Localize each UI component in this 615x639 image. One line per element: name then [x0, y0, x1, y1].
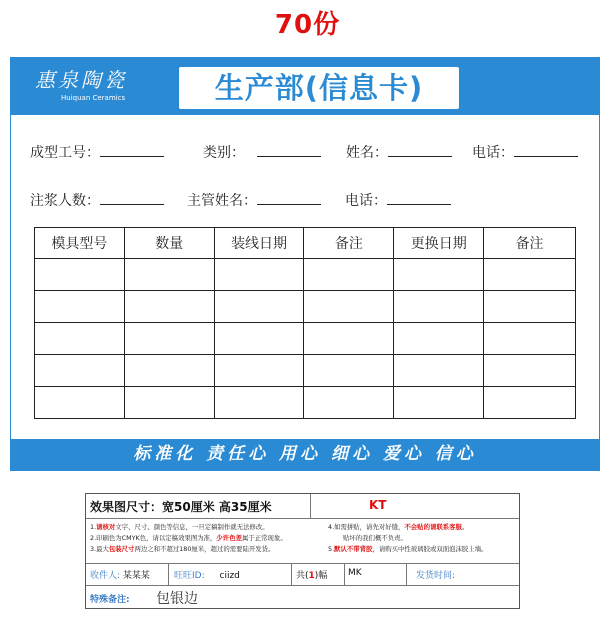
receiver — [90, 568, 150, 581]
table-cell — [484, 355, 576, 387]
wangwang-value: ciizd — [219, 571, 240, 581]
table-cell — [304, 291, 394, 323]
field-label: 类别： — [203, 145, 245, 161]
note-text: 2.印刷色为CMYK色，请以定稿效果图为准， — [90, 534, 217, 542]
mold-table — [34, 227, 576, 419]
table-cell — [35, 355, 125, 387]
note-3 — [90, 544, 274, 555]
table-header: 装线日期 — [214, 228, 304, 259]
table-cell — [304, 259, 394, 291]
info-card — [10, 57, 600, 471]
field-phone — [472, 142, 578, 162]
field-label: 电话： — [345, 193, 387, 209]
table-cell — [484, 323, 576, 355]
table-cell — [35, 387, 125, 419]
note-2 — [90, 533, 287, 544]
field-name — [346, 142, 452, 162]
field-molding-number — [30, 142, 164, 162]
note-text: 两边之和不超过180厘米，超过的需要陆开发货。 — [134, 545, 275, 553]
note-4-cont — [343, 533, 407, 544]
pieces — [296, 568, 327, 581]
receiver-value: 某某某 — [122, 571, 150, 581]
table-header: 备注 — [484, 228, 576, 259]
blank-line — [100, 191, 164, 205]
note-highlight: 请核对 — [96, 523, 116, 531]
pieces-value: 1 — [308, 571, 315, 581]
remark-value: 包银边 — [156, 591, 198, 607]
wangwang-id — [174, 568, 240, 581]
table-header: 更换日期 — [394, 228, 484, 259]
divider — [168, 564, 169, 585]
table-cell — [214, 259, 304, 291]
table-header: 备注 — [304, 228, 394, 259]
table-cell — [124, 387, 214, 419]
pieces-prefix: 共( — [296, 571, 309, 581]
mk-label: MK — [348, 568, 362, 578]
field-grouting-count — [30, 190, 164, 210]
note-text: 。 — [461, 523, 469, 531]
note-highlight: 不会贴的请联系客服 — [404, 523, 462, 531]
spec-remark-row — [86, 586, 519, 608]
blank-line — [388, 143, 452, 157]
table-cell — [35, 259, 125, 291]
table-row — [35, 259, 576, 291]
logo-subtitle: Huiquan Ceramics — [61, 94, 126, 102]
slogan-bar: 标准化 责任心 用心 细心 爱心 信心 — [11, 439, 599, 470]
field-supervisor-name — [187, 190, 321, 210]
receiver-label: 收件人: — [90, 571, 121, 581]
divider — [291, 564, 292, 585]
note-1 — [90, 522, 269, 533]
note-text: ，请购买中性玻璃胶或双面泡沫胶上墙。 — [372, 545, 488, 553]
blank-line — [257, 143, 321, 157]
table-row — [35, 355, 576, 387]
table-cell — [304, 323, 394, 355]
spec-sheet — [85, 493, 520, 609]
blank-line — [100, 143, 164, 157]
table-row — [35, 387, 576, 419]
table-cell — [304, 387, 394, 419]
table-cell — [484, 259, 576, 291]
note-4 — [328, 522, 468, 533]
blank-line — [387, 191, 451, 205]
table-cell — [124, 259, 214, 291]
table-cell — [394, 355, 484, 387]
divider — [310, 494, 311, 519]
table-cell — [35, 291, 125, 323]
table-cell — [124, 291, 214, 323]
table-cell — [124, 323, 214, 355]
note-text: 文字、尺寸、颜色等信息，一旦定稿制作就无法修改。 — [115, 523, 269, 531]
card-title: 生产部(信息卡) — [179, 67, 459, 109]
field-label: 电话： — [472, 145, 514, 161]
logo-name: 惠泉陶瓷 — [35, 68, 127, 92]
card-header — [11, 58, 599, 115]
divider — [344, 564, 345, 585]
field-supervisor-phone — [345, 190, 451, 210]
remark-label: 特殊备注: — [90, 595, 130, 605]
blank-line — [257, 191, 321, 205]
table-cell — [214, 291, 304, 323]
note-5 — [328, 544, 487, 555]
note-highlight: 默认不带背胶 — [334, 545, 373, 553]
table-cell — [214, 355, 304, 387]
table-cell — [394, 259, 484, 291]
note-highlight: 少许色差 — [216, 534, 242, 542]
table-cell — [124, 355, 214, 387]
note-text: 4.如需拼贴，请先对好缝， — [328, 523, 405, 531]
table-row — [35, 323, 576, 355]
note-text: 属于正常现象。 — [241, 534, 287, 542]
table-cell — [35, 323, 125, 355]
table-row — [35, 291, 576, 323]
spec-size: 效果图尺寸：宽50厘米 高35厘米 — [90, 500, 272, 514]
table-cell — [394, 291, 484, 323]
divider — [406, 564, 407, 585]
field-label: 姓名： — [346, 145, 388, 161]
table-cell — [304, 355, 394, 387]
field-category — [203, 142, 321, 162]
spec-size-row — [86, 494, 519, 519]
table-cell — [214, 387, 304, 419]
spec-order-row — [86, 563, 519, 586]
wangwang-label: 旺旺ID: — [174, 571, 205, 581]
table-header-row — [35, 228, 576, 259]
company-logo — [21, 64, 171, 108]
field-label: 注浆人数： — [30, 193, 100, 209]
note-highlight: 包装尺寸 — [108, 545, 135, 553]
table-cell — [484, 387, 576, 419]
note-text: 1. — [90, 523, 97, 531]
table-header: 数量 — [124, 228, 214, 259]
pieces-suffix: )幅 — [314, 571, 328, 581]
note-text: 3.最大 — [90, 545, 109, 553]
table-cell — [484, 291, 576, 323]
table-cell — [214, 323, 304, 355]
ship-time-label: 发货时间: — [416, 571, 456, 581]
spec-material: KT — [369, 498, 387, 512]
table-header: 模具型号 — [35, 228, 125, 259]
blank-line — [514, 143, 578, 157]
table-cell — [394, 387, 484, 419]
quantity-label: 70份 — [274, 10, 341, 40]
field-label: 成型工号： — [30, 145, 100, 161]
field-label: 主管姓名： — [187, 193, 257, 209]
note-text: 贴坏的我们概不负责。 — [343, 534, 407, 542]
table-cell — [394, 323, 484, 355]
note-text: 5. — [328, 545, 335, 553]
